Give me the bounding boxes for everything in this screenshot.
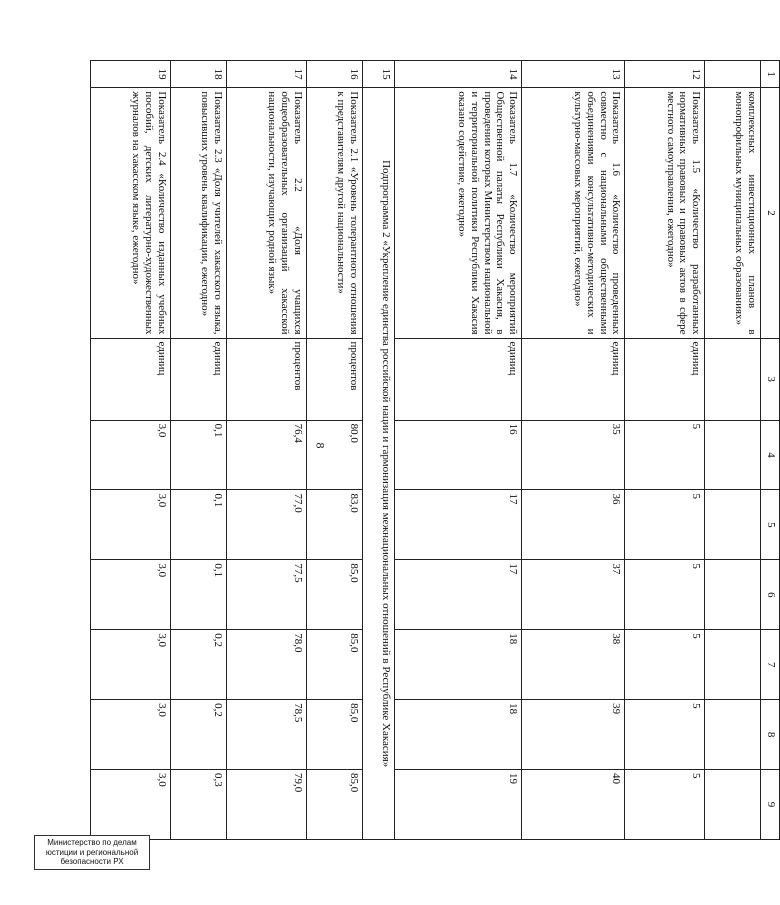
indicators-table: [90, 60, 780, 840]
row-number: 14: [395, 61, 522, 88]
value-cell: 19: [395, 770, 522, 840]
value-cell: 36: [522, 490, 625, 560]
value-cell: [704, 770, 760, 840]
table-row: [395, 61, 522, 840]
value-cell: [704, 560, 760, 630]
value-cell: 78,0: [226, 630, 306, 700]
header-row: [761, 61, 780, 840]
value-cell: 37: [522, 560, 625, 630]
unit-cell: единиц: [522, 338, 625, 420]
value-cell: 0,1: [170, 420, 226, 490]
header-cell: 2: [761, 88, 780, 338]
unit-cell: единиц: [91, 338, 171, 420]
value-cell: 39: [522, 700, 625, 770]
value-cell: 77,0: [226, 490, 306, 560]
value-cell: 85,0: [306, 700, 362, 770]
value-cell: 3,0: [91, 490, 171, 560]
indicator-text: Показатель 1.5 «Количество разработанных нормативных правовых и правовых актов в сфере местного самоуправления, ежегодно»: [625, 88, 705, 338]
value-cell: 3,0: [91, 770, 171, 840]
row-number: 12: [625, 61, 705, 88]
value-cell: [704, 700, 760, 770]
value-cell: [704, 420, 760, 490]
value-cell: 0,2: [170, 700, 226, 770]
value-cell: 76,4: [226, 420, 306, 490]
row-number: [704, 61, 760, 88]
row-number: 16: [306, 61, 362, 88]
value-cell: 5: [625, 420, 705, 490]
ministry-stamp: [34, 835, 150, 870]
header-cell: 1: [761, 61, 780, 88]
page-number: 8: [313, 442, 328, 449]
indicator-text: Показатель 2.2 «Доля учащихся общеобразовательных организаций хакасской национальности, изучающих родной язык»: [226, 88, 306, 338]
value-cell: 5: [625, 770, 705, 840]
table-row: [170, 61, 226, 840]
value-cell: 5: [625, 700, 705, 770]
value-cell: 17: [395, 560, 522, 630]
table-row: [226, 61, 306, 840]
row-number: 18: [170, 61, 226, 88]
value-cell: 18: [395, 700, 522, 770]
table-row: [306, 61, 362, 840]
subprogram-title: Подпрограмма 2 «Укрепление единства российской нации и гармонизация межнациональных отношений в Республике Хакасия»: [362, 88, 395, 840]
indicator-text: комплексных инвестиционных планов в монопрофильных муниципальных образованиях»: [704, 88, 760, 338]
stamp-line: безопасности РХ: [60, 857, 124, 867]
value-cell: 77,5: [226, 560, 306, 630]
header-cell: 7: [761, 630, 780, 700]
value-cell: 0,1: [170, 490, 226, 560]
indicator-text: Показатель 1.7 «Количество мероприятий Общественной палаты Республики Хакасия, в проведении которых Министерством национальной и территориальной политики Республики Хакасия оказано содействие, ежегодно»: [395, 88, 522, 338]
indicator-text: Показатель 2.4 «Количество изданных учебных пособий, детских литературно-художественных журналов на хакасском языке, ежегодно»: [91, 88, 171, 338]
value-cell: 78,5: [226, 700, 306, 770]
value-cell: 85,0: [306, 630, 362, 700]
header-cell: 5: [761, 490, 780, 560]
indicator-text: Показатель 2.3 «Доля учителей хакасского языка, повысивших уровень квалификации, ежегодно»: [170, 88, 226, 338]
value-cell: 0,2: [170, 630, 226, 700]
value-cell: [704, 630, 760, 700]
value-cell: 0,3: [170, 770, 226, 840]
value-cell: 16: [395, 420, 522, 490]
table-row: [704, 61, 760, 840]
unit-cell: процентов: [226, 338, 306, 420]
value-cell: 5: [625, 560, 705, 630]
unit-cell: единиц: [395, 338, 522, 420]
unit-cell: единиц: [625, 338, 705, 420]
value-cell: 85,0: [306, 770, 362, 840]
table-row: [522, 61, 625, 840]
value-cell: 18: [395, 630, 522, 700]
value-cell: 3,0: [91, 700, 171, 770]
header-cell: 6: [761, 560, 780, 630]
value-cell: 17: [395, 490, 522, 560]
header-cell: 4: [761, 420, 780, 490]
stamp-line: юстиции и региональной: [45, 847, 139, 857]
row-number: 17: [226, 61, 306, 88]
table-row: [625, 61, 705, 840]
value-cell: 80,0: [306, 420, 362, 490]
table-row: [91, 61, 171, 840]
unit-cell: процентов: [306, 338, 362, 420]
indicator-text: Показатель 2.1 «Уровень толерантного отношения к представителям другой национальности»: [306, 88, 362, 338]
value-cell: 3,0: [91, 420, 171, 490]
value-cell: [704, 490, 760, 560]
header-cell: 9: [761, 770, 780, 840]
value-cell: 3,0: [91, 560, 171, 630]
value-cell: 85,0: [306, 560, 362, 630]
stamp-line: Министерство по делам: [47, 838, 137, 847]
row-number: 13: [522, 61, 625, 88]
indicator-text: Показатель 1.6 «Количество проведенных совместно с национальными общественными объединениями консультативно-методических и культурно-массовых мероприятий, ежегодно»: [522, 88, 625, 338]
value-cell: 5: [625, 490, 705, 560]
row-number: 19: [91, 61, 171, 88]
value-cell: 40: [522, 770, 625, 840]
value-cell: 35: [522, 420, 625, 490]
unit-cell: единиц: [170, 338, 226, 420]
value-cell: 0,1: [170, 560, 226, 630]
row-number: 15: [362, 61, 395, 88]
value-cell: 38: [522, 630, 625, 700]
rotated-table-container: [90, 60, 780, 840]
header-cell: 3: [761, 338, 780, 420]
subprogram-row: [362, 61, 395, 840]
unit-cell: [704, 338, 760, 420]
value-cell: 83,0: [306, 490, 362, 560]
value-cell: 3,0: [91, 630, 171, 700]
value-cell: 79,0: [226, 770, 306, 840]
value-cell: 5: [625, 630, 705, 700]
header-cell: 8: [761, 700, 780, 770]
